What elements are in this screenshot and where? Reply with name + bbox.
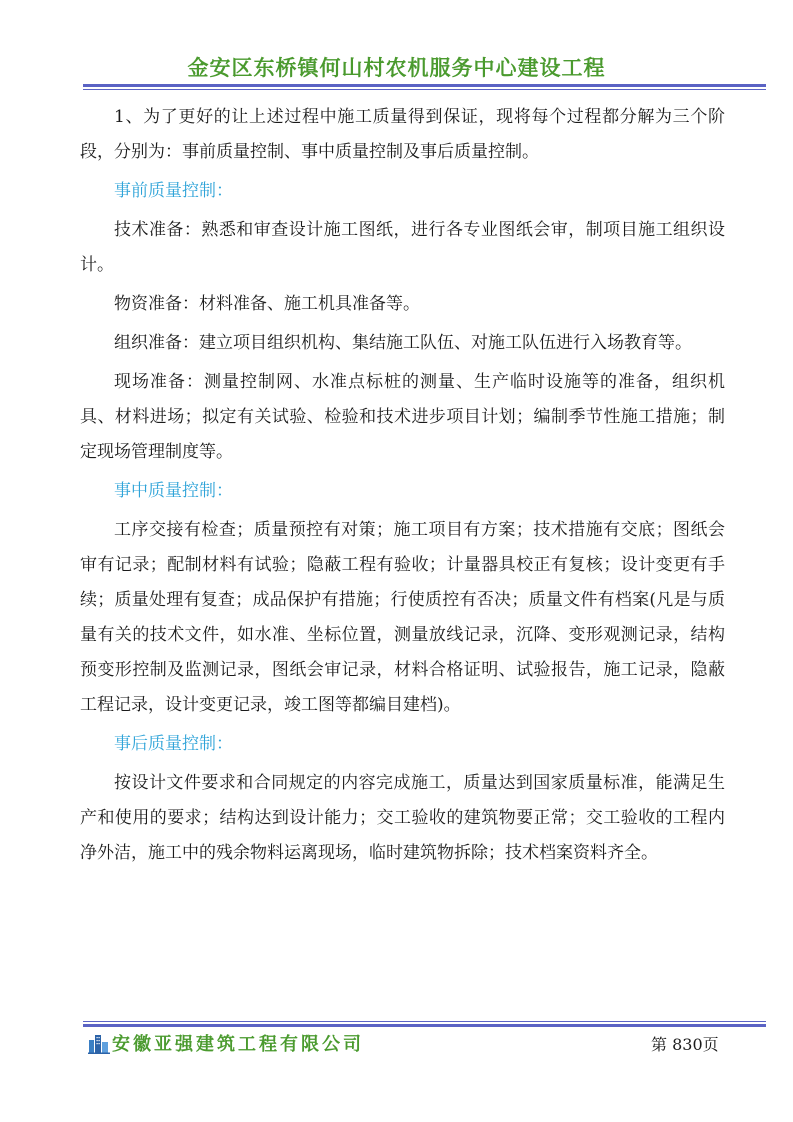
section-heading-in-process-control: 事中质量控制： (114, 481, 233, 501)
paragraph-post-process: 按设计文件要求和合同规定的内容完成施工，质量达到国家质量标准，能满足生产和使用的要求；结构达到设计能力；交工验收的建筑物要正常；交工验收的工程内净外洁，施工中的残余物料运离现场，临时建筑物拆除；技术档案资料齐全。 (80, 773, 725, 863)
building-logo-icon (88, 1032, 110, 1054)
section-heading-post-control: 事后质量控制： (114, 734, 233, 754)
paragraph-intro: 1、为了更好的让上述过程中施工质量得到保证，现将每个过程都分解为三个阶段，分别为：事前质量控制、事中质量控制及事后质量控制。 (80, 107, 725, 162)
footer-rule-thick (83, 1024, 766, 1027)
document-body (80, 100, 725, 871)
page-header-title: 金安区东桥镇何山村农机服务中心建设工程 (187, 56, 606, 80)
paragraph-material-prep: 物资准备：材料准备、施工机具准备等。 (114, 294, 420, 314)
footer-page-number: 第 830页 (651, 1035, 719, 1054)
paragraph-site-prep: 现场准备：测量控制网、水准点标桩的测量、生产临时设施等的准备，组织机具、材料进场；拟定有关试验、检验和技术进步项目计划；编制季节性施工措施；制定现场管理制度等。 (80, 372, 725, 462)
footer-rule-thin (83, 1021, 766, 1022)
paragraph-in-process: 工序交接有检查；质量预控有对策；施工项目有方案；技术措施有交底；图纸会审有记录；配制材料有试验；隐蔽工程有验收；计量器具校正有复核；设计变更有手续；质量处理有复查；成品保护有措施；行使质控有否决；质量文件有档案(凡是与质量有关的技术文件，如水准、坐标位置，测量放线记录，沉降、变形观测记录，结构预变形控制及监测记录，图纸会审记录，材料合格证明、试验报告，施工记录，隐蔽工程记录，设计变更记录，竣工图等都编目建档)。 (80, 520, 725, 715)
header-rule-thick (83, 84, 766, 87)
header-rule-thin (83, 89, 766, 90)
section-heading-pre-control: 事前质量控制： (114, 181, 233, 201)
footer-company-name: 安徽亚强建筑工程有限公司 (112, 1034, 364, 1055)
paragraph-technical-prep: 技术准备：熟悉和审查设计施工图纸，进行各专业图纸会审，制项目施工组织设计。 (80, 220, 725, 275)
paragraph-organization-prep: 组织准备：建立项目组织机构、集结施工队伍、对施工队伍进行入场教育等。 (114, 333, 692, 353)
